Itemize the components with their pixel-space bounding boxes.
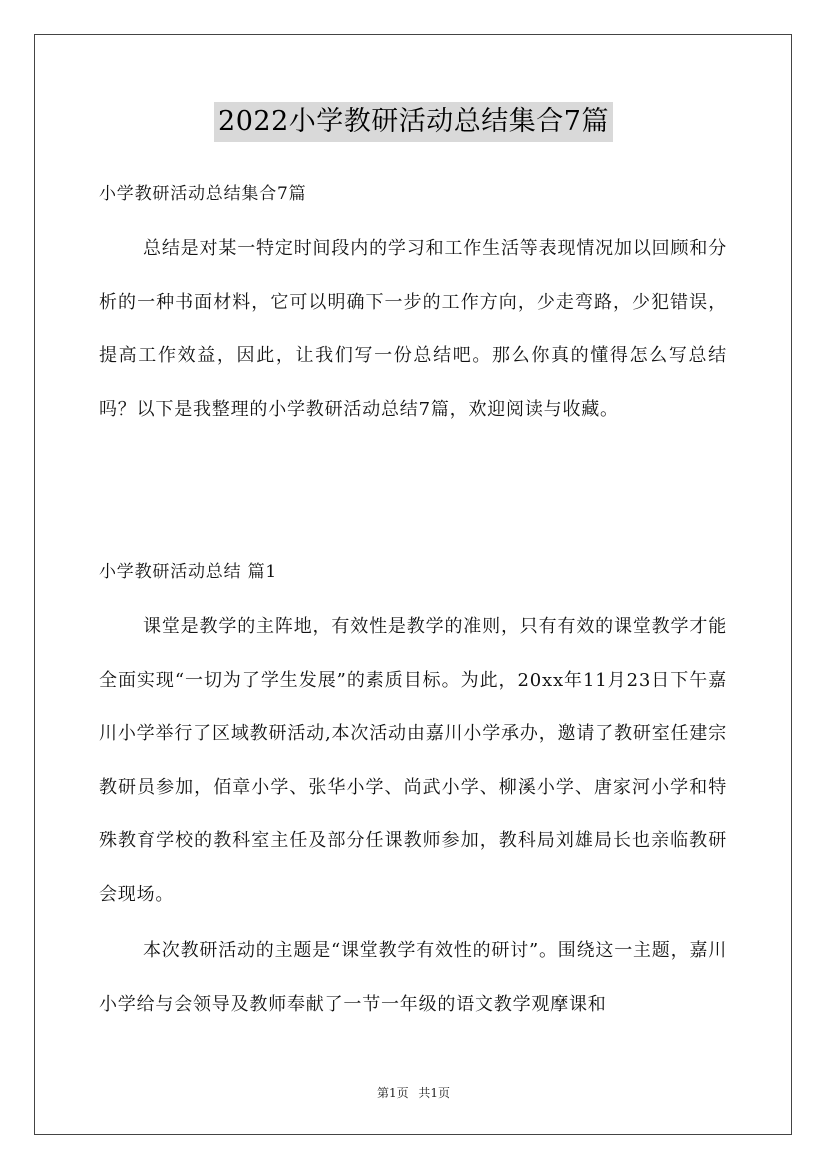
page-number: 第1页 (376, 1086, 409, 1100)
page-total: 共1页 (418, 1086, 451, 1100)
section-heading: 小学教研活动总结 篇1 (99, 562, 278, 582)
page-footer (0, 1084, 827, 1101)
title-container (0, 102, 827, 142)
document-title: 2022小学教研活动总结集合7篇 (214, 102, 613, 142)
intro-paragraph: 总结是对某一特定时间段内的学习和工作生活等表现情况加以回顾和分析的一种书面材料，它可以明确下一步的工作方向，少走弯路，少犯错误，提高工作效益，因此，让我们写一份总结吧。那么你真的懂得怎么写总结吗？以下是我整理的小学教研活动总结7篇，欢迎阅读与收藏。 (99, 238, 727, 420)
body-paragraph: 本次教研活动的主题是“课堂教学有效性的研讨”。围绕这一主题，嘉川小学给与会领导及教师奉献了一节一年级的语文教学观摩课和 (99, 940, 728, 1015)
body-paragraph: 课堂是教学的主阵地，有效性是教学的准则，只有有效的课堂教学才能全面实现“一切为了学生发展”的素质目标。为此，20xx年11月23日下午嘉川小学举行了区域教研活动,本次活动由嘉川小学承办，邀请了教研室任建宗教研员参加，佰章小学、张华小学、尚武小学、柳溪小学、唐家河小学和特殊教育学校的教科室主任及部分任课教师参加，教科局刘雄局长也亲临教研会现场。 (99, 616, 727, 905)
document-subtitle: 小学教研活动总结集合7篇 (99, 184, 307, 204)
